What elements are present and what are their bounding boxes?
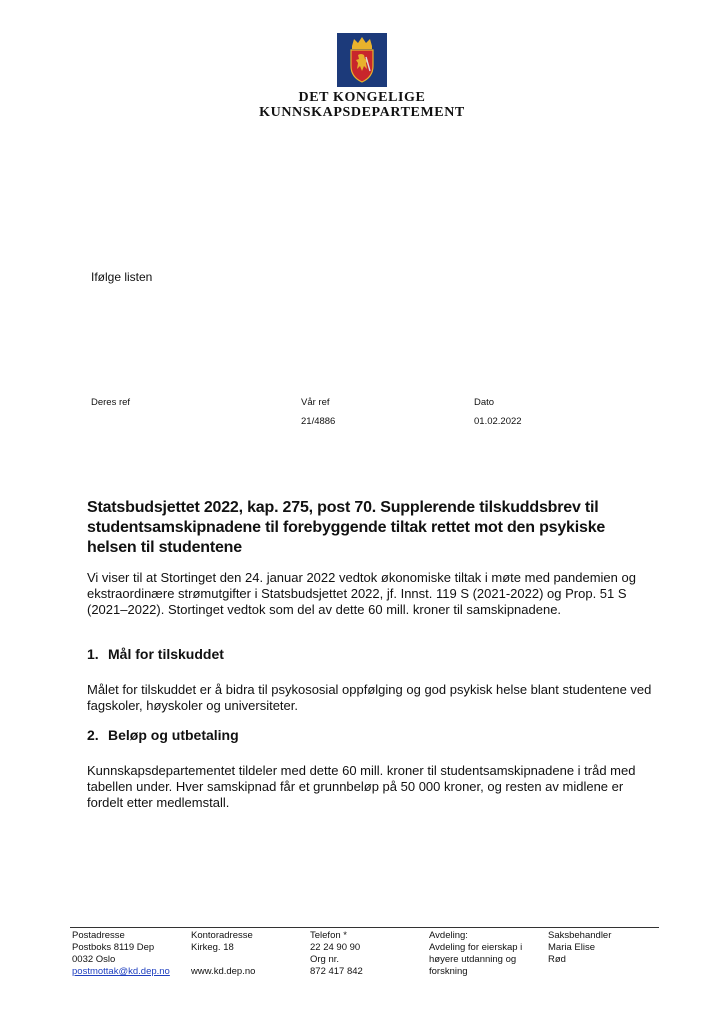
postadresse-line1: Postboks 8119 Dep bbox=[72, 942, 155, 953]
footer-divider bbox=[70, 927, 659, 928]
footer-postadresse bbox=[72, 930, 170, 978]
telefon-label: Telefon * bbox=[310, 930, 347, 941]
website-text: www.kd.dep.no bbox=[191, 966, 256, 977]
section-1-title: Mål for tilskuddet bbox=[108, 646, 224, 662]
telefon-value: 22 24 90 90 bbox=[310, 942, 361, 953]
department-name-line2: KUNNSKAPSDEPARTEMENT bbox=[259, 105, 465, 120]
postadresse-label: Postadresse bbox=[72, 930, 125, 941]
avdeling-label: Avdeling: bbox=[429, 930, 468, 941]
org-nr-value: 872 417 842 bbox=[310, 966, 363, 977]
kontoradresse-line1: Kirkeg. 18 bbox=[191, 942, 234, 953]
department-name bbox=[200, 90, 524, 120]
email-link[interactable]: postmottak@kd.dep.no bbox=[72, 966, 170, 977]
dato-value: 01.02.2022 bbox=[474, 416, 522, 427]
section-2-text: Kunnskapsdepartementet tildeler med dette 60 mill. kroner til studentsamskipnadene i tråd med tabellen under. Hver samskipnad får et grunnbeløp på 50 000 kroner, og resten av midlene er fordelt etter medlemstall. bbox=[87, 763, 636, 810]
kontoradresse-label: Kontoradresse bbox=[191, 930, 253, 941]
department-name-line1: DET KONGELIGE bbox=[298, 90, 426, 105]
intro-paragraph: Vi viser til at Stortinget den 24. januar 2022 vedtok økonomiske tiltak i møte med pandemien og ekstraordinære strømutgifter i Statsbudsjettet 2022, jf. Innst. 119 S (2021-2022) og Prop. 51 S (2021–2022). Stortinget vedtok som del av dette 60 mill. kroner til samskipnadene. bbox=[87, 570, 636, 617]
footer-kontoradresse bbox=[191, 930, 255, 978]
section-1-number: 1. bbox=[87, 646, 99, 662]
footer-saksbehandler bbox=[548, 930, 611, 966]
section-2-heading bbox=[87, 727, 239, 743]
var-ref-value: 21/4886 bbox=[301, 416, 336, 427]
avdeling-line1: Avdeling for eierskap i bbox=[429, 942, 523, 953]
section-1-heading bbox=[87, 646, 224, 662]
avdeling-line3: forskning bbox=[429, 966, 468, 977]
saksbehandler-line2: Rød bbox=[548, 954, 566, 965]
coat-of-arms-logo bbox=[337, 33, 387, 87]
footer-avdeling bbox=[429, 930, 522, 978]
section-2-number: 2. bbox=[87, 727, 99, 743]
section-2-title: Beløp og utbetaling bbox=[108, 727, 239, 743]
saksbehandler-line1: Maria Elise bbox=[548, 942, 595, 953]
var-ref-label: Vår ref bbox=[301, 397, 330, 408]
avdeling-line2: høyere utdanning og bbox=[429, 954, 517, 965]
dato-label: Dato bbox=[474, 397, 495, 408]
saksbehandler-label: Saksbehandler bbox=[548, 930, 612, 941]
deres-ref-label: Deres ref bbox=[91, 397, 131, 408]
recipient: Ifølge listen bbox=[91, 270, 153, 284]
org-nr-label: Org nr. bbox=[310, 954, 340, 965]
letter-title: Statsbudsjettet 2022, kap. 275, post 70. Supplerende tilskuddsbrev til studentsamskipnadene til forebyggende tiltak rettet mot den psykiske helsen til studentene bbox=[87, 499, 606, 556]
footer-telefon bbox=[310, 930, 363, 978]
section-1-text: Målet for tilskuddet er å bidra til psykososial oppfølging og god psykisk helse blant studentene ved fagskoler, høyskoler og universiteter. bbox=[87, 682, 652, 713]
postadresse-line2: 0032 Oslo bbox=[72, 954, 116, 965]
